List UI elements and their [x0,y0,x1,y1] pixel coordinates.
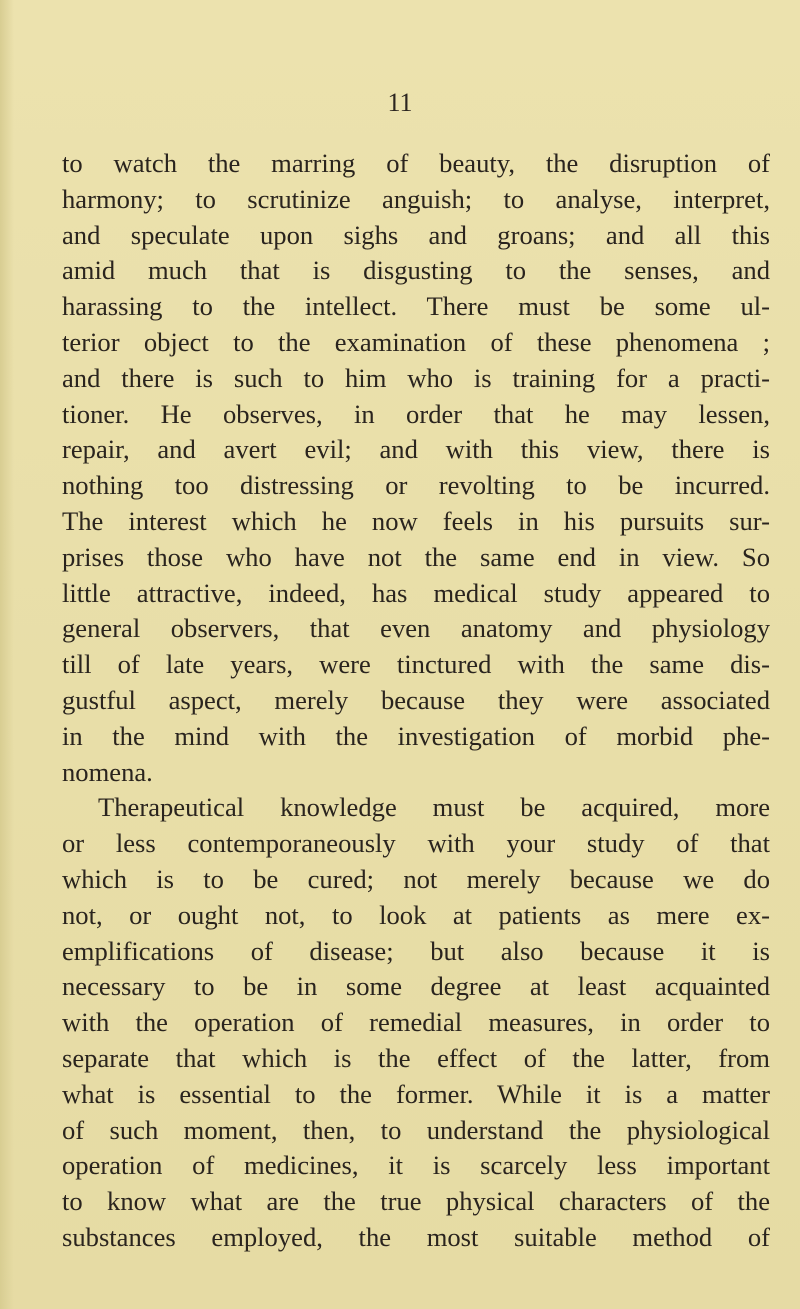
page-number: 11 [387,88,413,117]
text-line: The interest which he now feels in his pursuits sur- [62,505,770,536]
text-line: and there is such to him who is training for a practi- [62,362,770,393]
text-line: separate that which is the effect of the latter, from [62,1042,770,1073]
text-line: what is essential to the former. While it is a matter [62,1078,770,1109]
text-line: repair, and avert evil; and with this view, there is [62,434,770,465]
text-line: terior object to the examination of these phenomena ; [62,326,770,357]
text-line: of such moment, then, to understand the physiological [62,1114,770,1145]
text-line: till of late years, were tinctured with the same dis- [62,649,770,680]
text-line: to know what are the true physical characters of the [62,1186,770,1217]
text-line: gustful aspect, merely because they were associated [62,684,770,715]
text-line: substances employed, the most suitable method of [62,1221,770,1252]
text-line: amid much that is disgusting to the senses, and [62,255,770,286]
text-line: necessary to be in some degree at least acquainted [62,971,770,1002]
text-line: or less contemporaneously with your study of that [62,828,770,859]
text-line: harassing to the intellect. There must be some ul- [62,291,770,322]
text-line: general observers, that even anatomy and physiology [62,613,770,644]
text-line: and speculate upon sighs and groans; and all this [62,219,770,250]
text-line: to watch the marring of beauty, the disruption of [62,148,770,178]
paragraph-end-line: nomena. [62,756,153,787]
page-edge-shadow [0,0,14,1309]
body-text [62,146,770,1256]
text-line: harmony; to scrutinize anguish; to analyse, interpret, [62,183,770,214]
text-line: not, or ought not, to look at patients as mere ex- [62,899,770,930]
text-line: nothing too distressing or revolting to be incurred. [62,470,770,501]
text-line: which is to be cured; not merely because we do [62,863,770,894]
text-line: operation of medicines, it is scarcely less important [62,1150,770,1181]
text-line: prises those who have not the same end in view. So [62,541,770,572]
text-line: in the mind with the investigation of morbid phe- [62,720,770,751]
text-line: little attractive, indeed, has medical study appeared to [62,577,770,608]
text-line: tioner. He observes, in order that he may lessen, [62,398,770,429]
paragraph-start-line: Therapeutical knowledge must be acquired, more [98,792,770,823]
text-line: with the operation of remedial measures, in order to [62,1007,770,1038]
text-line: emplifications of disease; but also because it is [62,935,770,966]
